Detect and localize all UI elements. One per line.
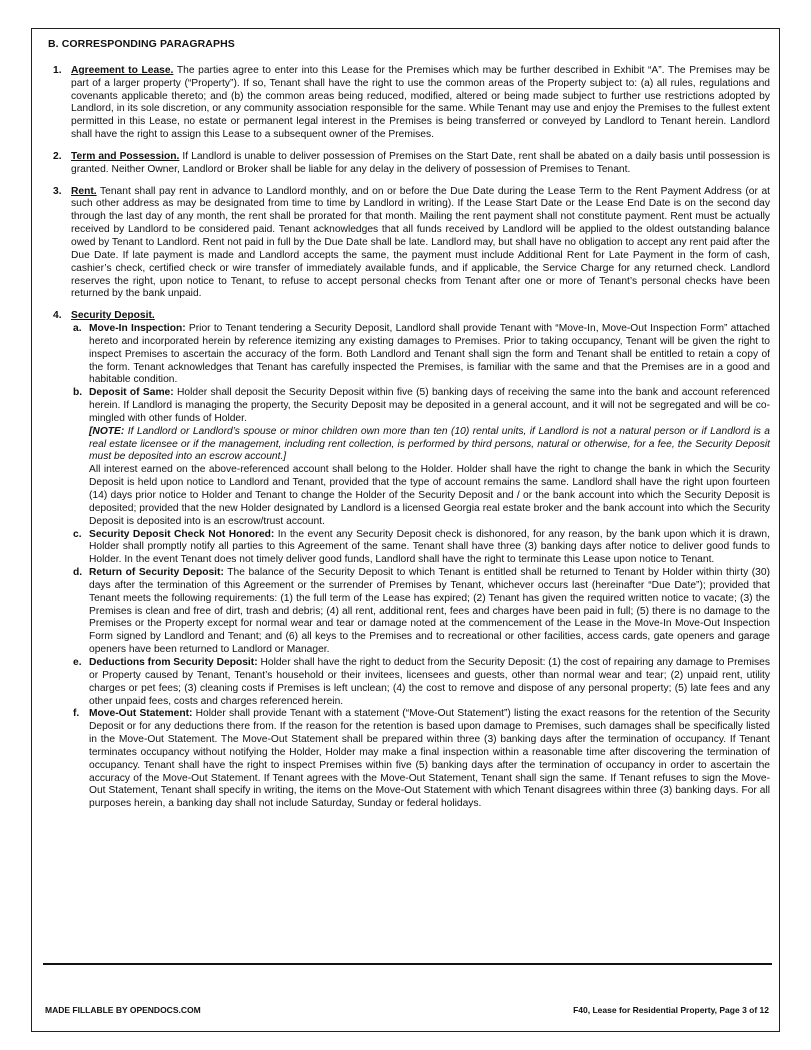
paragraph-title: Security Deposit. [71, 310, 155, 322]
subparagraph-text: In the event any Security Deposit check is dishonored, for any reason, by the bank upon which it is drawn, Holder shall promptly notify all parties to this Agreement of the same. Tenant shall have three (3) banking days after notice to deliver good funds to Holder. In the event Tenant does not timely deliver good funds, Landlord shall have the right to terminate this Lease upon notice to Tenant. [89, 528, 770, 566]
subparagraph-move-out-statement [71, 708, 770, 811]
subparagraph-title: Move-Out Statement: [89, 708, 193, 720]
escrow-note [89, 426, 770, 465]
paragraph-text: The parties agree to enter into this Lease for the Premises which may be further described in Exhibit “A”. The Premises may be part of a larger property (“Property”). If so, Tenant shall have the right to use the common areas of the Property subject to: (a) all rules, regulations and covenants applicable thereto; and (b) the common areas being reduced, modified, altered or being made subject to further use restrictions adopted by Landlord, in its sole discretion, or any community association responsible for the same. While Tenant may use and enjoy the Premises to the fullest extent permitted in this Lease, no estate or permanent legal interest in the Premises is being transferred or conveyed by Landlord to Tenant herein. Landlord shall have the right to assign this Lease to a subsequent owner of the Premises. [71, 64, 770, 141]
subparagraph-title: Return of Security Deposit: [89, 567, 224, 579]
paragraph-title: Rent. [71, 185, 97, 197]
subparagraph-title: Move-In Inspection: [89, 323, 186, 335]
paragraph-number: 3. [53, 185, 62, 197]
subparagraph-text: The balance of the Security Deposit to which Tenant is entitled shall be returned to Tenant by Holder within thirty (30) days after the termination of this Agreement or the surrender of Premises by Tenant, whichever occurs last (hereinafter “Due Date”); provided that Tenant meets the following requirements: (1) the full term of the Lease has expired; (2) Tenant has given the required written notice to vacate; (3) the Premises is clean and free of dirt, trash and debris; (4) all rent, additional rent, fees and charges have been paid in full; (5) there is no damage to the Premises or the Property except for normal wear and tear or damage noted at the commencement of the Lease in the Move-In Move-Out Inspection Form signed by Landlord and Tenant; and (6) all keys to the Premises and to recreational or other facilities, access cards, gate openers and garage openers have been returned to Landlord or Manager. [89, 567, 770, 656]
subparagraph-text: Holder shall provide Tenant with a statement (“Move-Out Statement”) listing the exact reasons for the retention of the Security Deposit or for any deductions there from. If the reason for the retention is based upon damage to Premises, such damages shall be specifically listed in the Move-Out Statement. The Move-Out Statement shall be prepared within three (3) banking days after the termination of occupancy. If Tenant terminates occupancy without notifying the Holder, Holder may make a final inspection within a reasonable time after discovering the termination of occupancy. Tenant shall have the right to inspect Premises within five (5) banking days after the termination of occupancy in order to ascertain the accuracy of the Move-Out Statement. If Tenant agrees with the Move-Out Statement, Tenant shall sign the same. If Tenant refuses to sign the Move-Out Statement, Tenant shall specify in writing, the items on the Move-Out Statement with which Tenant disagrees within three (3) banking days. For all purposes herein, a banking day shall not include Saturday, Sunday or federal holidays. [89, 708, 771, 810]
subparagraph-letter: c. [73, 528, 82, 540]
paragraph-security-deposit [43, 310, 770, 811]
paragraph-rent [43, 186, 770, 302]
subparagraph-title: Security Deposit Check Not Honored: [89, 528, 275, 540]
subparagraph-text-continued: All interest earned on the above-referenced account shall belong to the Holder. Holder shall have the right to change the bank in which the Security Deposit is held upon notice to Landlord and Tenant, provided that the type of account remains the same. Landlord shall have the right upon fourteen (14) days prior notice to Holder and Tenant to change the Holder of the Security Deposit and / or the bank account into which the Security Deposit is deposited; provided that the new Holder designated by Landlord is a licensed Georgia real estate broker and the bank account into which the Security Deposit is deposited into is an escrow/trust account. [89, 464, 770, 527]
subparagraph-letter: e. [73, 656, 82, 668]
paragraph-title: Agreement to Lease. [71, 64, 174, 76]
subparagraph-letter: f. [73, 708, 80, 720]
paragraph-number: 4. [53, 310, 62, 322]
paragraph-text: Tenant shall pay rent in advance to Landlord monthly, and on or before the Due Date during the Lease Term to the Rent Payment Address (or at such other address as may be designated from time to time by Landlord in writing). If the Lease Start Date or the Lease End Date is on the second day through the last day of any month, the rent shall be prorated for that month. Mailing the rent payment shall not constitute payment. Rent must be actually received by Landlord to be considered paid. Tenant acknowledges that all funds received by Landlord will be applied to the oldest outstanding balance owed by Tenant to Landlord. Rent not paid in full by the Due Date shall be late. Landlord may, but shall have no obligation to accept any rent paid after the Due Date. If late payment is made and Landlord accepts the same, the payment must include Additional Rent for Late Payment in the form of cash, cashier’s check, certified check or wire transfer of immediately available funds, and if applicable, the Service Charge for any returned check. Landlord reserves the right, upon notice to Tenant, to refuse to accept personal checks from Tenant after one or more of Tenant’s personal checks have been returned by the bank unpaid. [71, 185, 770, 300]
footer-page-label: F40, Lease for Residential Property, Page 3 of 12 [573, 1005, 769, 1015]
subparagraph-letter: a. [73, 323, 82, 335]
footer-divider [43, 963, 772, 965]
paragraph-title: Term and Possession. [71, 150, 180, 162]
paragraph-term-and-possession [43, 151, 770, 177]
subparagraph-title: Deductions from Security Deposit: [89, 656, 258, 668]
paragraph-agreement-to-lease [43, 65, 770, 142]
subparagraph-title: Deposit of Same: [89, 387, 174, 399]
section-heading: B. CORRESPONDING PARAGRAPHS [48, 38, 235, 50]
subparagraph-check-not-honored [71, 529, 770, 568]
subparagraph-letter: b. [73, 387, 83, 399]
subparagraph-deposit-of-same [71, 387, 770, 528]
subparagraph-move-in-inspection [71, 323, 770, 387]
subparagraph-text: Prior to Tenant tendering a Security Deposit, Landlord shall provide Tenant with “Move-In, Move-Out Inspection Form” attached hereto and incorporated herein by reference itemizing any existing damages to Premises. Prior to taking occupancy, Tenant will be given the right to inspect Premises to ascertain the accuracy of the form. Both Landlord and Tenant shall sign the form and Tenant shall be entitled to retain a copy of the form. Tenant acknowledges that Tenant has carefully inspected the Premises, is familiar with the same and that the Premises are in a good and habitable condition. [89, 323, 770, 386]
footer-source: MADE FILLABLE BY OPENDOCS.COM [45, 1005, 201, 1015]
paragraph-number: 2. [53, 150, 62, 162]
subparagraph-deductions [71, 657, 770, 708]
subparagraph-text: Holder shall deposit the Security Deposit within five (5) banking days of receiving the same into the bank and account referenced herein. If Landlord is managing the property, the Security Deposit may be deposited in a general account, and it will not be segregated and will be co-mingled with other funds of Holder. [89, 387, 770, 424]
note-label: [NOTE: [89, 425, 125, 437]
paragraph-number: 1. [53, 64, 62, 76]
document-body [43, 38, 770, 820]
subparagraph-text: Holder shall have the right to deduct from the Security Deposit: (1) the cost of repairing any damage to Premises or Property caused by Tenant, Tenant’s household or their invitees, licensees and guests, other than normal wear and tear; (2) unpaid rent, utility charges or pet fees; (3) cleaning costs if Premises is left unclean; (4) the cost to remove and dispose of any personal property; (5) late fees and any other unpaid fees, costs and charges referenced herein. [89, 656, 770, 707]
note-text: If Landlord or Landlord’s spouse or minor children own more than ten (10) rental units, if Landlord is not a natural person or if Landlord is a real estate licensee or if the management, including rent collection, is performed by third persons, natural or otherwise, for a fee, the Security Deposit must be deposited into an escrow account.] [89, 425, 770, 463]
subparagraph-letter: d. [73, 567, 83, 579]
paragraph-text: If Landlord is unable to deliver possession of Premises on the Start Date, rent shall be abated on a daily basis until possession is granted. Neither Owner, Landlord or Broker shall be liable for any delay in the delivery of possession of Premises to Tenant. [71, 150, 770, 175]
subparagraph-return-of-deposit [71, 567, 770, 657]
